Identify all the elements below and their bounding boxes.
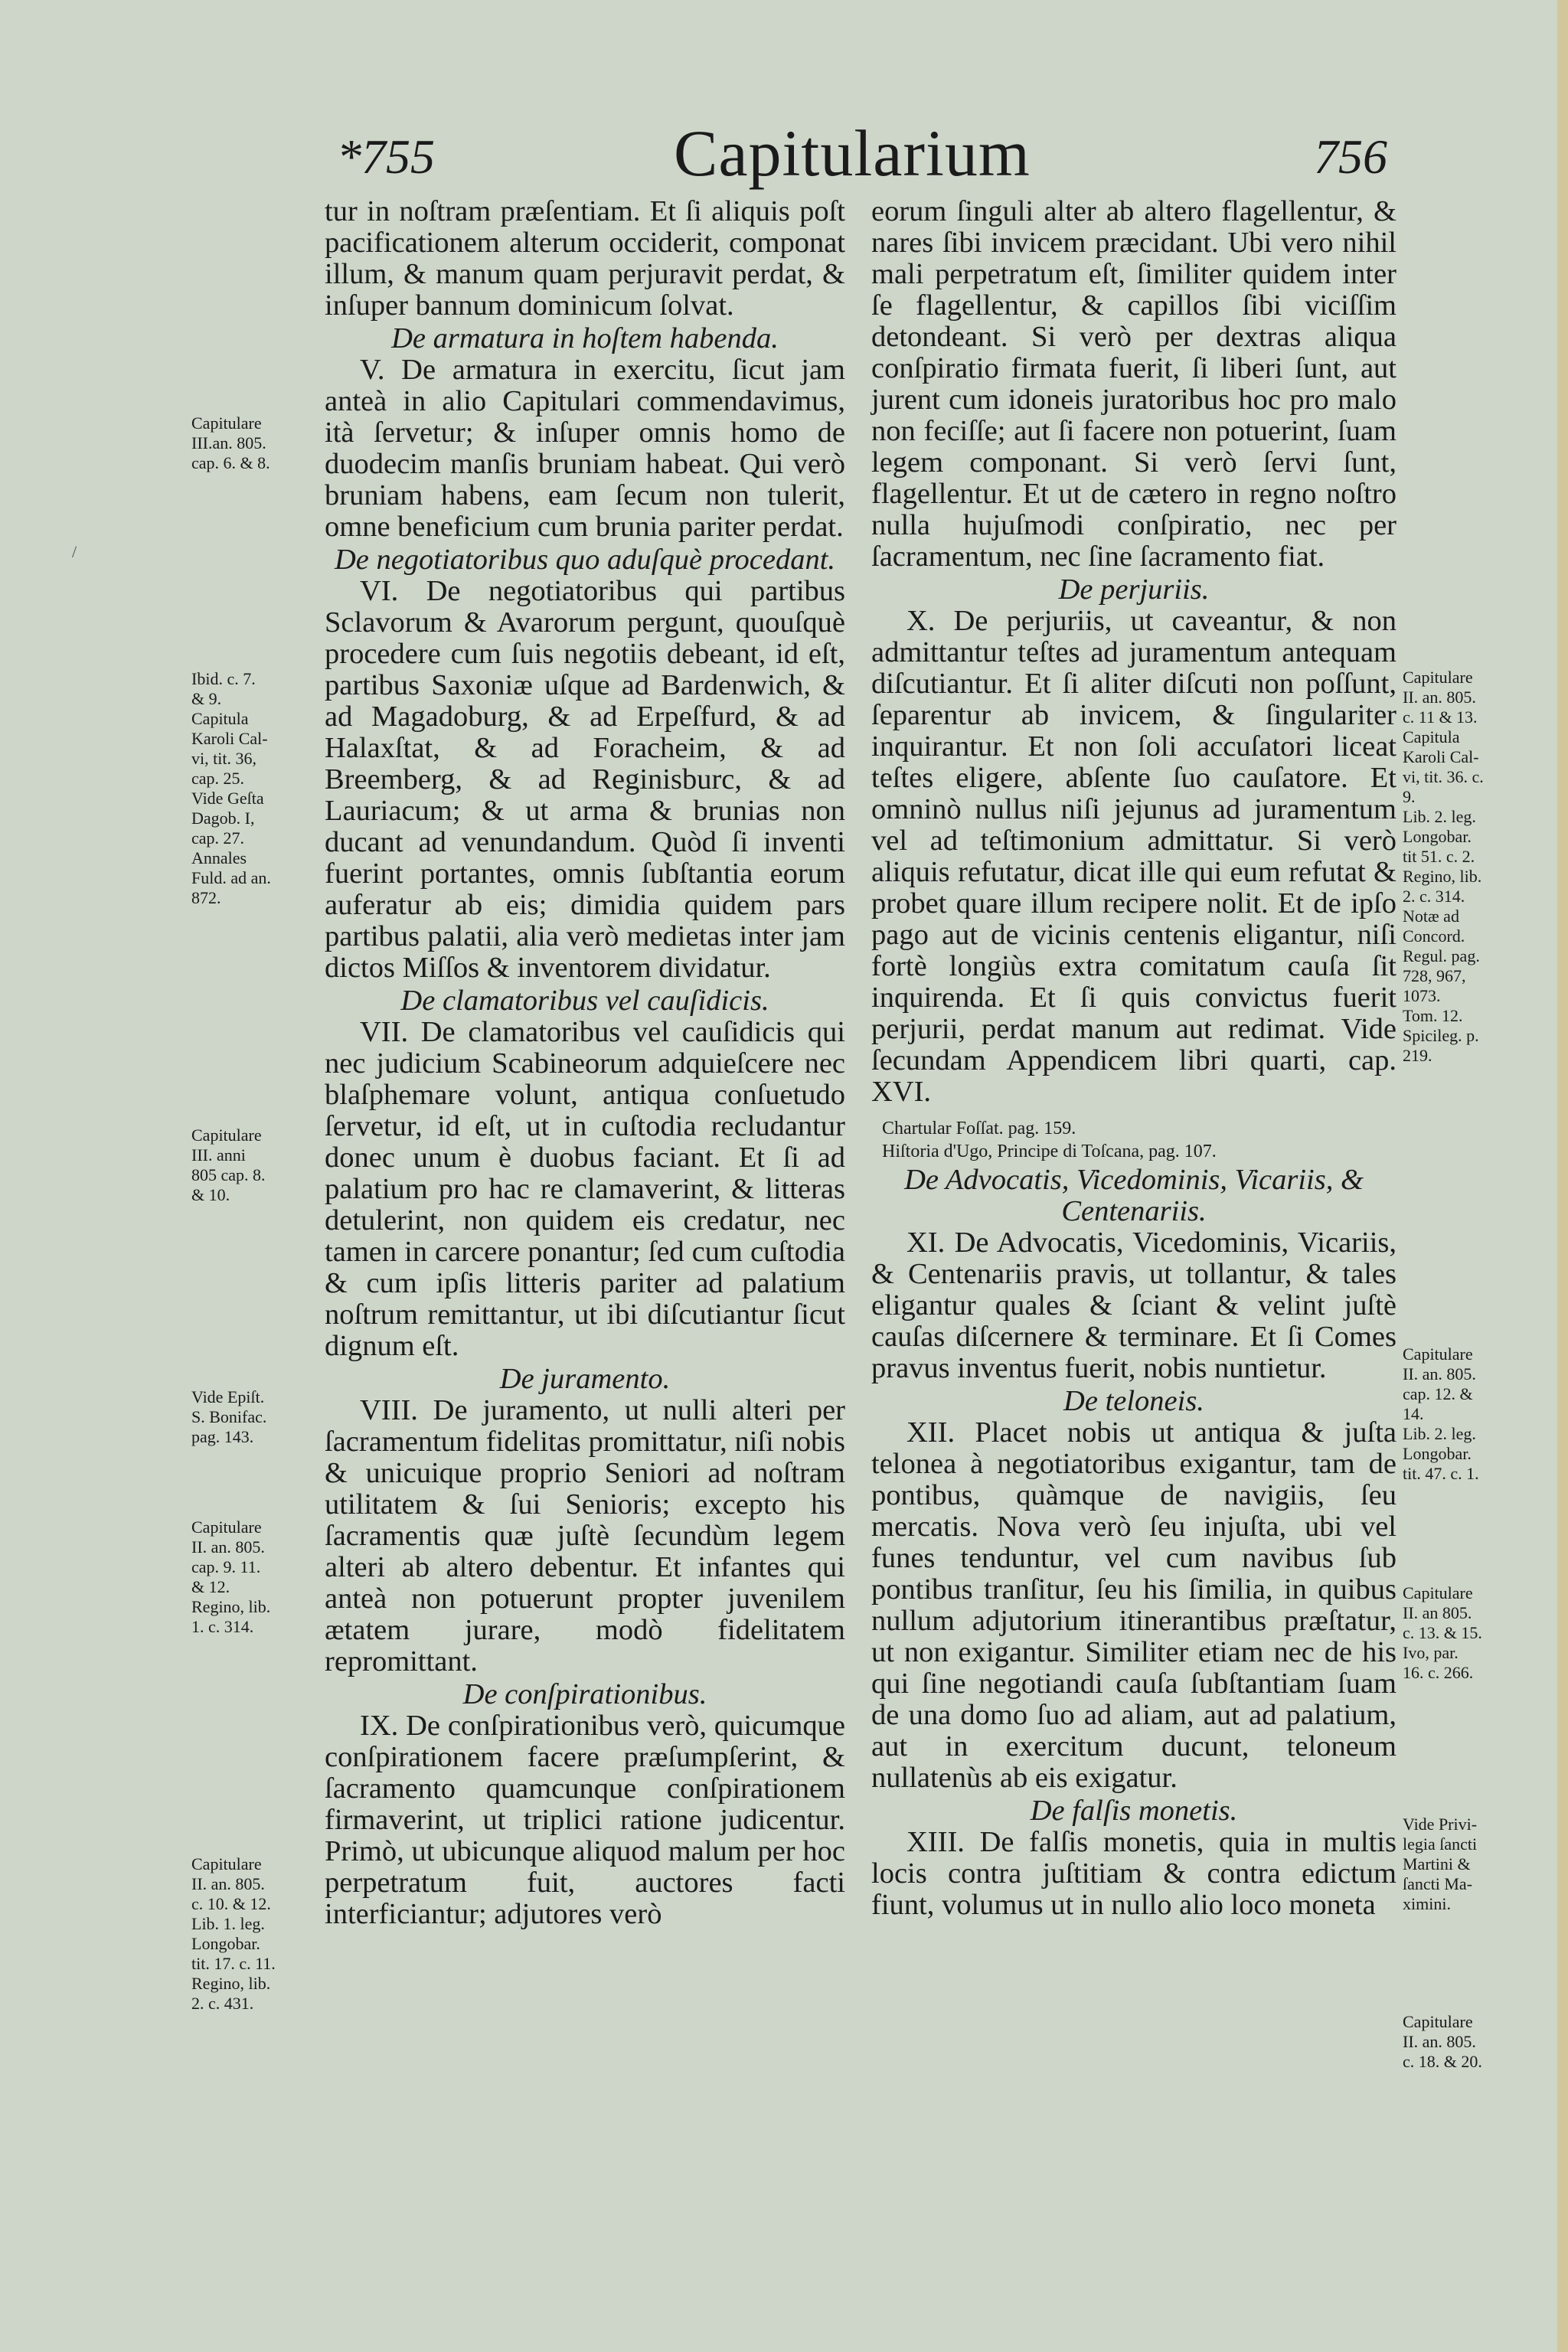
section-heading: De Advocatis, Vicedominis, Vicariis, & Centenariis.	[904, 1164, 1364, 1227]
margin-note: Vide Privi- legia ſancti Martini & ſancti Ma- ximini.	[1403, 1815, 1478, 1913]
margin-note: Capitulare II. an. 805. c. 11 & 13. Capitula Karoli Cal- vi, tit. 36. c. 9. Lib. 2. leg. Longobar. tit 51. c. 2. Regino, lib. 2. c. 314. Notæ ad Concord. Regul. pag. 728, 967, 1073. Tom. 12. Spicileg. p. 219.	[1403, 668, 1484, 1065]
margin-note: Ibid. c. 7. & 9. Capitula Karoli Cal- vi, tit. 36, cap. 25. Vide Geſta Dagob. I, cap. 27. Annales Fuld. ad an. 872.	[191, 669, 271, 907]
chapter-paragraph: V. De armatura in exercitu, ſicut jam anteà in alio Capitulari commendavimus, ità ſervetur; & inſuper omnis homo de duodecim manſis bruniam habeat. Qui verò bruniam habens, eam ſecum non tulerit, omne beneficium cum brunia pariter perdat.	[325, 354, 845, 543]
margin-note: Capitulare II. an 805. c. 13. & 15. Ivo, par. 16. c. 266.	[1403, 1583, 1482, 1682]
pencil-mark: /	[72, 542, 77, 561]
section-heading: De negotiatoribus quo aduſquè procedant.	[334, 544, 836, 576]
left-column	[325, 196, 845, 1930]
paragraph-continued: tur in noſtram præſentiam. Et ſi aliquis poſt pacificationem alterum occiderit, componat illum, & manum quam perjuravit perdat, & inſuper bannum dominicum ſolvat.	[325, 195, 845, 322]
margin-note: Capitulare III.an. 805. cap. 6. & 8.	[191, 413, 270, 472]
chapter-paragraph: VI. De negotiatoribus qui partibus Sclavorum & Avarorum pergunt, quouſquè procedere cum ſuis negotiis debeant, id eſt, partibus Saxoniæ uſque ad Bardenwich, & ad Magadoburg, & ad Erpeſfurd, & ad Halaxſtat, & ad Foracheim, & ad Breemberg, & ad Reginisburc, & ad Lauriacum; & ut arma & brunias non ducant ad venundandum. Quòd ſi inventi fuerint portantes, omnis ſubſtantia eorum auferatur ab eis; dimidia quidem pars partibus palatii, alia verò medietas inter jam dictos Miſſos & inventorem dividatur.	[325, 575, 845, 984]
chapter-paragraph: VII. De clamatoribus vel cauſidicis qui nec judicium Scabineorum adquieſcere nec blaſphemare volunt, antiqua conſuetudo ſervetur, id eſt, ut in cuſtodia recludantur donec unum è duobus faciant. Et ſi ad palatium pro hac re clamaverint, & litteras detulerint, non quidem eis credatur, nec tamen in carcere ponantur; ſed cum cuſtodia & cum ipſis litteris pariter ad palatium noſtrum remittantur, ut ibi diſcutiantur ſicut dignum eſt.	[325, 1016, 845, 1362]
reference-note: Hiſtoria d'Ugo, Principe di Toſcana, pag. 107.	[882, 1142, 1217, 1161]
section-heading: De armatura in hoſtem habenda.	[391, 322, 779, 354]
section-heading: De falſis monetis.	[1030, 1795, 1238, 1827]
margin-note: Capitulare II. an. 805. c. 18. & 20.	[1403, 2012, 1482, 2071]
chapter-paragraph: X. De perjuriis, ut caveantur, & non admittantur teſtes ad juramentum antequam diſcutiantur. Et ſi aliter diſcuti non poſſunt, ſeparentur ab invicem, & ſingulariter inquirantur. Et non ſoli accuſatori liceat teſtes eligere, abſente ſuo cauſatore. Et omninò nullus niſi jejunus ad juramentum vel ad teſtimonium admittatur. Si verò aliquis refutatur, dicat ille qui eum refutat & probet quare illum recipere nolit. Et de ipſo pago aut de vicinis centenis eligantur, niſi fortè longiùs extra comitatum cauſa ſit inquirenda. Et ſi quis convictus fuerit perjurii, perdat manum aut redimat. Vide ſecundam Appendicem libri quarti, cap. XVI.	[871, 605, 1396, 1108]
page-header	[0, 115, 1568, 199]
paragraph-continued: eorum ſinguli alter ab altero flagellentur, & nares ſibi invicem præcidant. Ubi vero nihil mali perpetratum eſt, ſimiliter quidem inter ſe flagellentur, & capillos ſibi viciſſim detondeant. Si verò per dextras aliqua conſpiratio firmata fuerit, ſi liberi ſunt, aut jurent cum idoneis juratoribus hoc pro malo non feciſſe; aut ſi facere non potuerint, ſuam legem componant. Si verò ſervi ſunt, flagellentur. Et ut de cætero in regno noſtro nulla hujuſmodi conſpiratio, nec per ſacramentum, nec ſine ſacramento fiat.	[871, 195, 1396, 573]
chapter-paragraph: IX. De conſpirationibus verò, quicumque conſpirationem facere præſumpſerint, & ſacramento quamcunque conſpirationem firmaverint, ut triplici ratione judicentur. Primò, ut ubicunque aliquod malum per hoc perpetratum fuit, auctores facti interficiantur; adjutores verò	[325, 1710, 845, 1930]
chapter-paragraph: VIII. De juramento, ut nulli alteri per ſacramentum fidelitas promittatur, niſi nobis & unicuique proprio Seniori ad noſtram utilitatem & ſui Senioris; excepto his ſacramentis quæ juſtè ſecundùm legem alteri ab altero debentur. Et infantes qui anteà non potuerunt propter juvenilem ætatem jurare, modò fidelitatem repromittant.	[325, 1394, 845, 1677]
margin-note: Capitulare III. anni 805 cap. 8. & 10.	[191, 1125, 266, 1204]
margin-note: Capitulare II. an. 805. c. 10. & 12. Lib. 1. leg. Longobar. tit. 17. c. 11. Regino, lib. 2. c. 431.	[191, 1854, 276, 2013]
chapter-paragraph: XIII. De falſis monetis, quia in multis locis contra juſtitiam & contra edictum fiunt, volumus ut in nullo alio loco moneta	[871, 1826, 1396, 1921]
page-edge	[1557, 0, 1568, 2352]
right-page-number: 756	[1314, 129, 1387, 184]
chapter-paragraph: XI. De Advocatis, Vicedominis, Vicariis, & Centenariis pravis, ut tollantur, & tales eligantur quales & ſciant & velint juſtè cauſas diſcernere & terminare. Et ſi Comes pravus inventus fuerit, nobis nuntietur.	[871, 1227, 1396, 1384]
section-heading: De conſpirationibus.	[462, 1678, 707, 1710]
reference-note: Chartular Foſſat. pag. 159.	[882, 1119, 1076, 1138]
running-title: Capitularium	[674, 116, 1031, 190]
right-column	[871, 196, 1396, 1921]
chapter-paragraph: XII. Placet nobis ut antiqua & juſta telonea à negotiatoribus exigantur, tam de pontibus, quàmque de navigiis, ſeu mercatis. Nova verò ſeu injuſta, ubi vel funes tenduntur, vel cum navibus ſub pontibus tranſitur, ſeu his ſimilia, in quibus nullum adjutorium itinerantibus præſtatur, ut non exigantur. Similiter etiam nec de his qui ſine negotiandi cauſa ſubſtantiam ſuam de una domo ſuo ad aliam, aut ad palatium, aut in exercitum ducunt, teloneum nullatenùs ab eis exigatur.	[871, 1416, 1396, 1794]
margin-note: Vide Epiſt. S. Bonifac. pag. 143.	[191, 1387, 267, 1446]
margin-note: Capitulare II. an. 805. cap. 9. 11. & 12. Regino, lib. 1. c. 314.	[191, 1517, 271, 1636]
section-heading: De perjuriis.	[1058, 573, 1210, 606]
left-page-number: *755	[337, 129, 435, 184]
section-heading: De teloneis.	[1063, 1385, 1204, 1417]
margin-note: Capitulare II. an. 805. cap. 12. & 14. Lib. 2. leg. Longobar. tit. 47. c. 1.	[1403, 1344, 1479, 1483]
section-heading: De clamatoribus vel cauſidicis.	[400, 985, 769, 1017]
section-heading: De juramento.	[499, 1363, 671, 1395]
